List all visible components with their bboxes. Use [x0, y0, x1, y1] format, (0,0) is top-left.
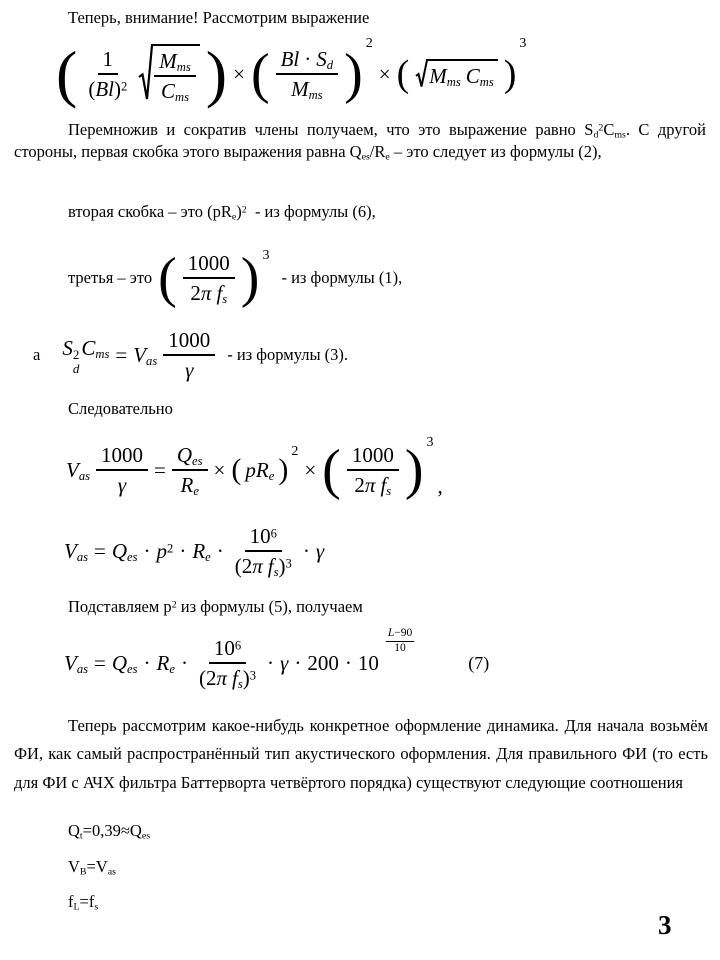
subscript: ms — [479, 75, 494, 90]
math-num: 10 — [249, 523, 271, 548]
fraction — [172, 442, 208, 499]
page-number: 3 — [658, 910, 672, 940]
formula-tail-text: - из формулы (1), — [281, 267, 403, 287]
equation-number: (7) — [468, 652, 490, 673]
text: =V — [86, 857, 108, 876]
denominator — [230, 552, 297, 579]
formula-tail-text: - из формулы (3). — [227, 344, 349, 364]
math-var: π — [364, 473, 376, 497]
denominator — [156, 77, 194, 104]
denominator — [194, 664, 261, 691]
subscript: es — [127, 662, 138, 677]
fraction — [83, 46, 132, 103]
relation-vb — [68, 856, 116, 878]
text: Подставляем p — [68, 597, 172, 616]
numerator: 1000 — [183, 250, 235, 279]
text: из формулы (5), получаем — [176, 597, 363, 616]
paragraph-second-bracket — [68, 201, 376, 223]
math-var: Bl — [280, 46, 300, 71]
math-var: Q — [111, 650, 128, 675]
subscript: d — [72, 360, 80, 376]
subscript: d — [326, 57, 334, 72]
left-paren: ( — [396, 53, 410, 95]
fraction — [154, 48, 196, 105]
text: Q — [68, 821, 80, 840]
math-run — [66, 457, 90, 483]
math-run — [133, 342, 157, 368]
formula-lead-text: а — [33, 344, 41, 364]
denominator: 10 — [394, 641, 406, 654]
numerator: 1000 — [347, 442, 399, 471]
paragraph-intro: Теперь, внимание! Рассмотрим выражение — [68, 8, 370, 27]
paragraph-therefore: Следовательно — [68, 399, 173, 418]
dot-operator: · — [267, 650, 275, 675]
fraction — [183, 250, 235, 307]
exponent: 2 — [72, 347, 80, 363]
subscript: t — [79, 830, 83, 842]
formula-vas-p2 — [64, 519, 324, 583]
math-var: L — [387, 627, 395, 639]
math-var: π — [200, 281, 212, 305]
sup-sub-stack — [73, 348, 80, 375]
paren: ( — [234, 554, 242, 578]
dot-operator: · — [294, 650, 302, 675]
left-paren: ( — [56, 38, 78, 109]
right-paren: ) — [205, 38, 228, 109]
math-var: R — [180, 473, 194, 497]
formula-third-bracket — [68, 246, 402, 310]
radicand — [151, 44, 200, 105]
superscript: 2 — [171, 599, 177, 611]
numerator: 1000 — [96, 442, 148, 471]
text: вторая скобка – это (pR — [68, 202, 232, 221]
exponent: 3 — [519, 36, 527, 51]
left-paren: ( — [158, 247, 177, 309]
left-paren: ( — [231, 453, 242, 486]
fraction — [276, 46, 338, 103]
subscript: ms — [175, 90, 190, 105]
math-run — [112, 650, 138, 676]
math-var: Bl — [95, 77, 114, 101]
subscript: as — [107, 866, 116, 878]
fraction — [163, 327, 215, 384]
paren: ) — [242, 666, 250, 690]
dot-operator: · — [179, 538, 187, 563]
math-var: π — [252, 554, 263, 578]
paren: ) — [113, 77, 121, 101]
right-paren: ) — [278, 453, 289, 486]
paragraph-fi: Теперь рассмотрим какое-нибудь конкретное оформление динамика. Для начала возьмём ФИ, как самый распространённый тип акустического оформления. Для правильного ФИ (то есть для ФИ с АЧХ фильтра Баттерворта четвёртого порядка) существуют следующие соотношения — [14, 716, 708, 792]
subscript: es — [361, 151, 370, 163]
math-var: V — [133, 342, 147, 367]
numerator — [172, 442, 208, 471]
math-var: V — [64, 650, 77, 675]
math-var: C — [465, 63, 480, 88]
math-var: pR — [245, 457, 269, 482]
dot-operator: · — [143, 538, 151, 563]
subscript: s — [273, 565, 279, 580]
math-var: M — [291, 77, 309, 101]
radicand — [426, 59, 498, 89]
dot-operator: · — [344, 650, 352, 675]
subscript: as — [76, 550, 89, 565]
subscript: s — [94, 901, 99, 913]
math-var: V — [64, 538, 77, 563]
subscript: as — [146, 354, 158, 369]
denominator — [185, 279, 232, 306]
denominator — [83, 75, 132, 102]
subscript: es — [192, 453, 203, 468]
formula-vas-equation — [66, 433, 443, 507]
subscript: s — [386, 484, 392, 499]
equals-sign: = — [94, 538, 106, 563]
times-operator: × — [233, 61, 245, 86]
subscript: ms — [95, 346, 110, 361]
square-root — [138, 44, 200, 105]
math-var: p — [156, 538, 168, 563]
math-num: 2 — [190, 281, 201, 305]
exponent: 3 — [285, 556, 292, 571]
exponent: 2 — [167, 541, 174, 556]
dot-operator: · — [180, 650, 188, 675]
times-operator: × — [213, 457, 226, 482]
exponent: 3 — [249, 668, 257, 683]
dot-operator: · — [304, 46, 312, 71]
exponent-fraction — [386, 627, 414, 656]
math-var: C — [161, 79, 176, 103]
text: C — [603, 120, 615, 139]
subscript: s — [222, 292, 228, 307]
exponent: 2 — [291, 444, 299, 459]
exponent: 2 — [120, 79, 128, 94]
numerator: 1 — [98, 46, 119, 75]
subscript: B — [79, 866, 87, 878]
paren: ( — [88, 77, 96, 101]
numerator: 1000 — [163, 327, 215, 356]
math-num: 200 — [307, 650, 339, 675]
math-var: γ — [280, 650, 289, 675]
math-run — [64, 538, 88, 564]
subscript: e — [193, 484, 199, 499]
math-num: 10 — [213, 635, 235, 660]
numerator — [276, 46, 338, 75]
math-var: C — [81, 335, 96, 360]
superscript: 2 — [598, 122, 604, 134]
fraction — [347, 442, 399, 499]
math-var: Q — [111, 538, 128, 563]
subscript: ms — [176, 59, 191, 74]
subscript: es — [127, 550, 138, 565]
exponent: 6 — [234, 638, 242, 653]
subscript: e — [169, 662, 175, 677]
paragraph-multiply — [14, 119, 706, 163]
subscript: as — [76, 662, 89, 677]
math-var: Q — [176, 442, 193, 467]
subscript: d — [593, 129, 599, 141]
math-var: R — [156, 650, 170, 675]
math-run — [62, 335, 109, 376]
math-var: S — [316, 46, 327, 71]
formula-lead-text: третья – это — [68, 267, 153, 287]
math-var: π — [216, 666, 227, 690]
math-run — [112, 538, 138, 564]
paren: ) — [278, 554, 286, 578]
numerator — [386, 627, 414, 642]
math-var: R — [192, 538, 206, 563]
equals-sign: = — [115, 342, 128, 367]
right-paren: ) — [503, 53, 517, 95]
subscript: e — [231, 211, 237, 223]
paragraph-substitute — [68, 596, 363, 618]
text: Перемножив и сократив члены получаем, что это выражение равно S — [68, 120, 594, 139]
fraction — [194, 635, 261, 692]
times-operator: × — [378, 61, 391, 86]
numerator — [245, 523, 282, 552]
relation-qt — [68, 820, 150, 842]
right-paren: ) — [240, 247, 260, 309]
formula-expression — [56, 34, 526, 114]
subscript: ms — [308, 88, 323, 103]
denominator — [349, 471, 396, 498]
math-num: 10 — [357, 650, 379, 675]
comma: , — [437, 473, 443, 498]
math-var: M — [429, 63, 447, 88]
exponent: 3 — [262, 248, 270, 263]
text: - из формулы (6), — [246, 202, 376, 221]
dot-operator: · — [302, 538, 310, 563]
numerator — [209, 635, 246, 664]
math-var: γ — [315, 538, 325, 563]
math-var: M — [159, 48, 177, 73]
math-num: 2 — [241, 554, 253, 578]
math-run — [64, 650, 88, 676]
right-paren: ) — [344, 43, 363, 105]
subscript: e — [205, 550, 211, 565]
exponent: 6 — [270, 526, 277, 541]
dot-operator: · — [216, 538, 224, 563]
text: =0,39≈Q — [82, 821, 142, 840]
subscript: as — [78, 469, 91, 484]
numerator — [154, 48, 196, 77]
math-var: f — [216, 281, 223, 305]
math-var: f — [267, 554, 274, 578]
equals-sign: = — [154, 457, 166, 482]
subscript: L — [73, 901, 80, 913]
text: f — [68, 892, 74, 911]
exponent: 3 — [426, 435, 434, 450]
denominator — [286, 75, 328, 102]
formula-7 — [64, 629, 489, 697]
relation-fl — [68, 891, 98, 913]
square-root — [415, 59, 498, 89]
left-paren: ( — [322, 439, 341, 501]
superscript: 2 — [241, 204, 247, 216]
math-run — [157, 538, 174, 564]
text: – это следует из формулы (2), — [389, 142, 602, 161]
left-paren: ( — [250, 43, 270, 105]
subscript: s — [237, 677, 243, 692]
math-var: f — [232, 666, 238, 690]
dot-operator: · — [143, 650, 151, 675]
times-operator: × — [304, 457, 317, 482]
math-num: 2 — [205, 666, 217, 690]
fraction — [96, 442, 148, 499]
math-var: f — [380, 473, 387, 497]
text: /R — [369, 142, 386, 161]
denominator: γ — [185, 358, 194, 382]
text: ) — [236, 202, 242, 221]
math-num: −90 — [394, 627, 413, 639]
subscript: ms — [446, 75, 461, 90]
subscript: e — [268, 469, 275, 484]
text: =f — [79, 892, 95, 911]
subscript: es — [141, 830, 151, 842]
text: V — [68, 857, 80, 876]
equals-sign: = — [94, 650, 106, 675]
exponent: 2 — [365, 36, 373, 51]
subscript: e — [385, 151, 390, 163]
subscript: ms — [614, 129, 626, 141]
math-var: V — [66, 457, 79, 482]
text: . С другой стороны, первая скобка этого выражения равна Q — [14, 120, 706, 161]
fraction — [230, 523, 297, 580]
math-var: S — [62, 335, 73, 360]
math-num: 2 — [354, 473, 365, 497]
paren: ( — [198, 666, 206, 690]
math-run — [245, 457, 274, 483]
denominator — [176, 471, 204, 498]
right-paren: ) — [404, 439, 424, 501]
formula-sd2cms — [33, 327, 348, 383]
denominator: γ — [117, 473, 127, 497]
math-run — [192, 538, 210, 564]
math-run — [157, 650, 175, 676]
